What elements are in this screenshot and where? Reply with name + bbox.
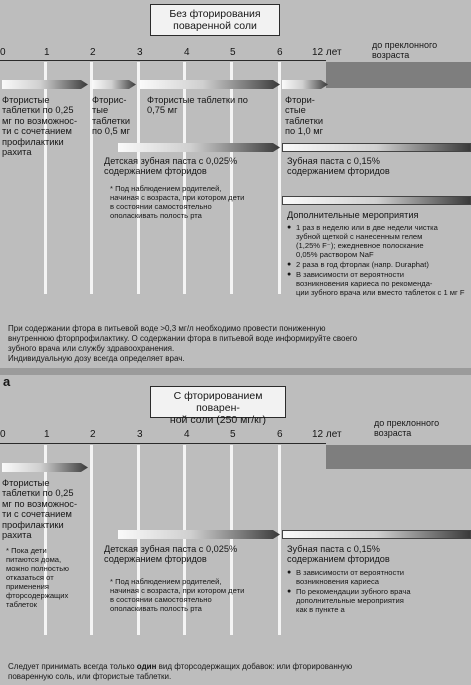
end-age-label: до преклонного возраста xyxy=(372,40,438,60)
adult-paste-label: Зубная паста с 0,15% содержанием фторидов xyxy=(287,156,390,177)
elderly-age-block xyxy=(326,62,471,88)
tablets-note: * Пока дети питаются дома, можно полностью отказаться от применения фторсодержащих таблеток xyxy=(6,546,69,609)
tick-12: 12 лет xyxy=(312,429,342,440)
child-paste-label: Детская зубная паста с 0,025% содержанием фторидов xyxy=(104,544,238,565)
tick-2: 2 xyxy=(90,429,96,440)
panel-a-letter: а xyxy=(3,374,11,389)
tick-5: 5 xyxy=(230,429,236,440)
tick-1: 1 xyxy=(44,47,50,58)
age-axis xyxy=(0,60,326,61)
adult-paste-bar xyxy=(282,143,471,152)
tick-6: 6 xyxy=(277,47,283,58)
tick-5: 5 xyxy=(230,47,236,58)
tick-3: 3 xyxy=(137,429,143,440)
tablets-10-label: Фтори- стые таблетки по 1,0 мг xyxy=(285,95,324,137)
extra-measure-item: ● В зависимости от вероятности возникновения кариеса xyxy=(287,568,469,586)
end-age-label: до преклонного возраста xyxy=(374,418,440,438)
tick-4: 4 xyxy=(184,429,190,440)
guide-line xyxy=(278,62,281,294)
adult-paste-bar xyxy=(282,530,471,539)
tick-2: 2 xyxy=(90,47,96,58)
child-paste-label: Детская зубная паста с 0,025% содержанием фторидов xyxy=(104,156,238,177)
extra-measures-list xyxy=(287,223,469,298)
panel-b-title: С фторированием поварен- ной соли (250 мг/кг) xyxy=(150,386,286,418)
footnote-emphasis: один xyxy=(136,662,157,671)
tablets-025-bar xyxy=(2,80,88,89)
age-axis xyxy=(0,443,326,444)
extra-measure-item: ● 2 раза в год фторлак (напр. Duraphat) xyxy=(287,260,469,269)
tick-4: 4 xyxy=(184,47,190,58)
tablets-075-bar xyxy=(140,80,280,89)
extra-measure-item: ● 1 раз в неделю или в две недели чистка зубной щеткой с нанесенным гелем (1,25% F⁻); ежедневное полоскание 0,05% раствором NaF xyxy=(287,223,469,259)
tick-3: 3 xyxy=(137,47,143,58)
tablets-025-bar xyxy=(2,463,88,472)
tablets-025-label: Фтористые таблетки по 0,25 мг по возможнос- ти с сочетанием профилактики рахита xyxy=(2,95,78,158)
tablets-05-label: Фторис- тые таблетки по 0,5 мг xyxy=(92,95,131,137)
footnote-text: Следует принимать всегда только xyxy=(8,662,137,671)
panel-b-footnote xyxy=(8,662,352,682)
child-paste-bar xyxy=(118,530,280,539)
guide-line xyxy=(137,62,140,294)
tablets-075-label: Фтористые таблетки по 0,75 мг xyxy=(147,95,248,116)
tablets-10-bar xyxy=(282,80,328,89)
extra-measures-list xyxy=(287,568,469,615)
extra-measures-bar xyxy=(282,196,471,205)
guide-line xyxy=(90,445,93,635)
panel-a-footnote: При содержании фтора в питьевой воде >0,3 мг/л необходимо провести пониженную внутреннюю фторпрофилактику. О содержании фтора в питьевой воде информируйте своего зубного врача или службу здравоохранения. Индивидуальную дозу всегда определяет врач. xyxy=(8,324,358,363)
panel-a-title: Без фторирования поваренной соли xyxy=(150,4,280,36)
child-paste-note: * Под наблюдением родителей, начиная с возраста, при котором дети в состоянии самостоятельно ополаскивать полость рта xyxy=(110,577,245,613)
extra-measures-title: Дополнительные мероприятия xyxy=(287,210,419,220)
tick-12: 12 лет xyxy=(312,47,342,58)
tablets-05-bar xyxy=(92,80,136,89)
tick-0: 0 xyxy=(0,429,6,440)
elderly-age-block xyxy=(326,445,471,469)
guide-line xyxy=(278,445,281,635)
adult-paste-label: Зубная паста с 0,15% содержанием фторидов xyxy=(287,544,390,565)
child-paste-bar xyxy=(118,143,280,152)
tick-1: 1 xyxy=(44,429,50,440)
child-paste-note: * Под наблюдением родителей, начиная с возраста, при котором дети в состоянии самостоятельно ополаскивать полость рта xyxy=(110,184,245,220)
extra-measure-item: ● В зависимости от вероятности возникновения кариеса по рекоменда- ции зубного врача или вместо таблеток с 1 мг F xyxy=(287,270,469,297)
tick-6: 6 xyxy=(277,429,283,440)
footnote-text: вид фторсодержащих добавок: или фторированную поваренную соль, или фтористые таблетки. xyxy=(8,662,353,681)
tick-0: 0 xyxy=(0,47,6,58)
tablets-025-label: Фтористые таблетки по 0,25 мг по возможнос- ти с сочетанием профилактики рахита xyxy=(2,478,78,541)
extra-measure-item: ● По рекомендации зубного врача дополнительные мероприятия как в пункте а xyxy=(287,587,469,614)
panel-with-fluoridated-salt xyxy=(0,372,471,685)
